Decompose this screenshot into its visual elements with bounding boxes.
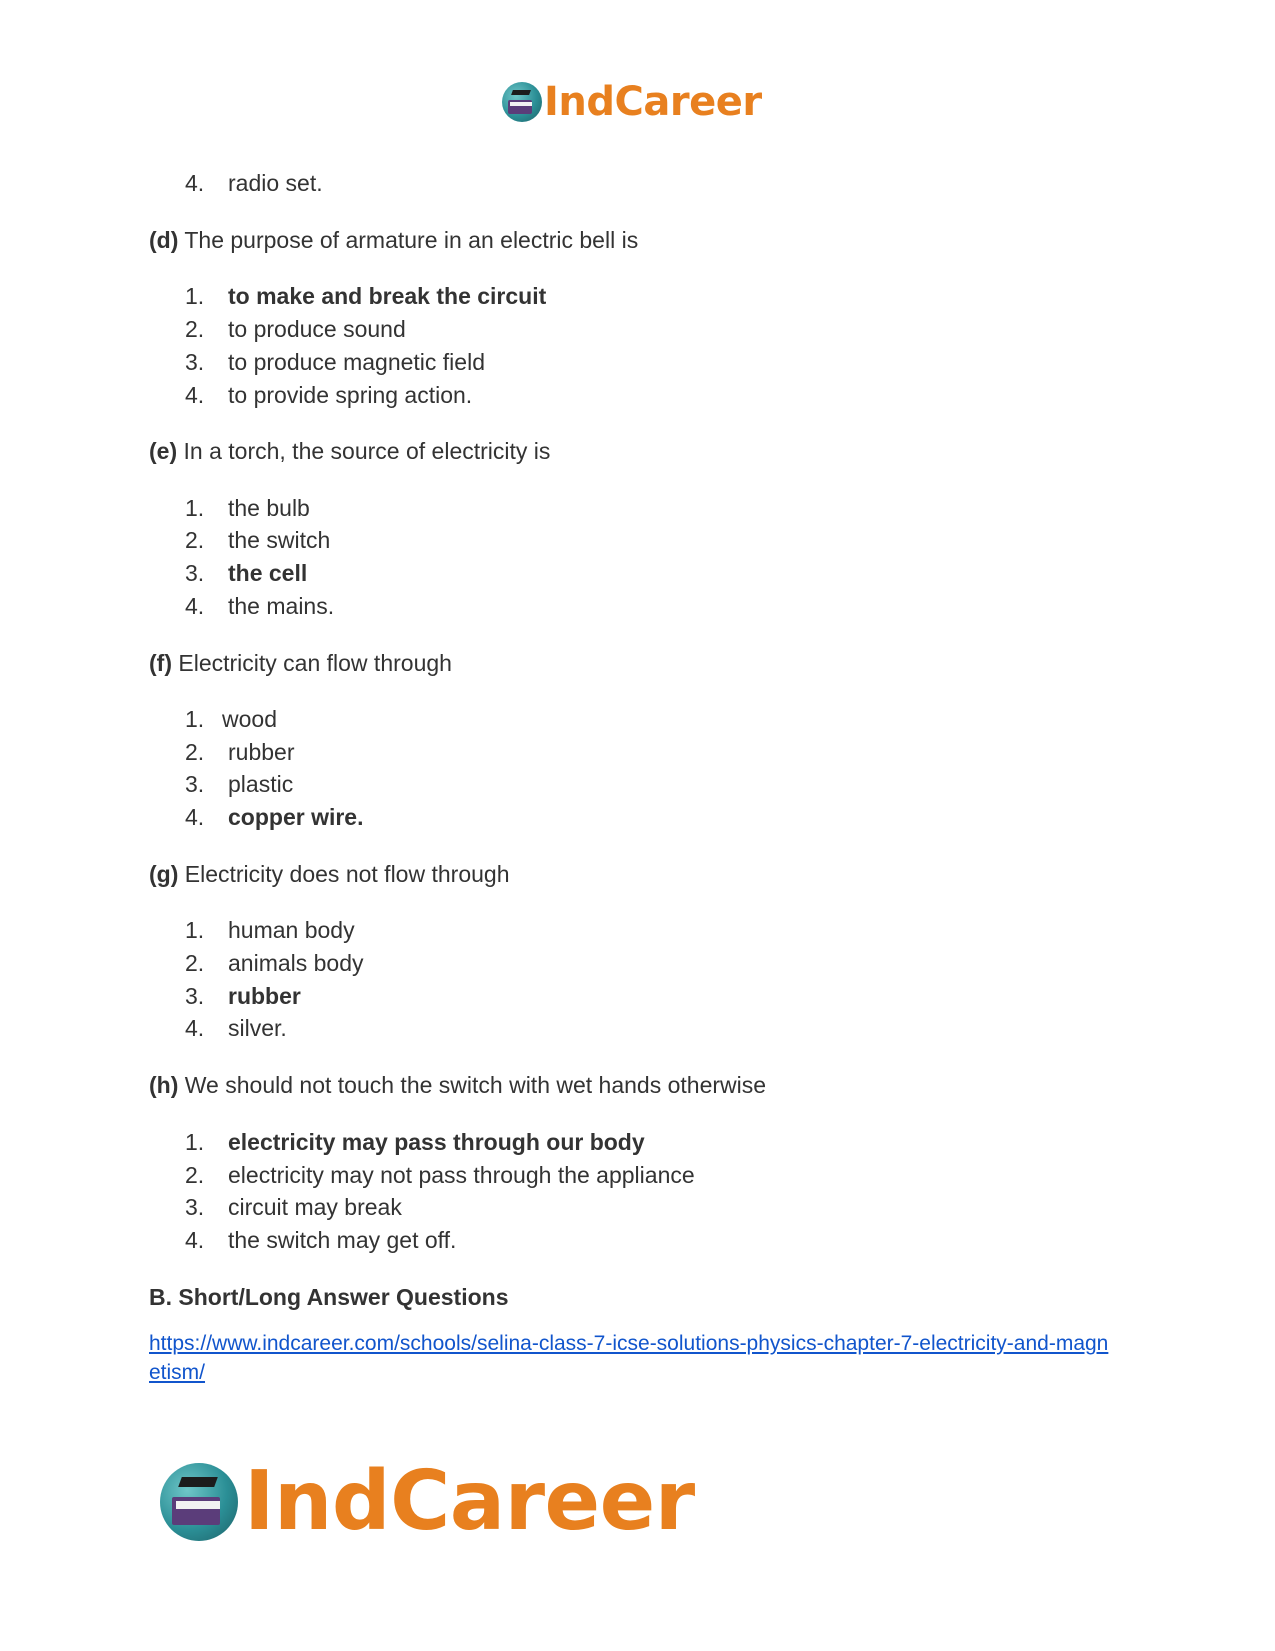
option-text: radio set. — [228, 170, 323, 196]
question-label: (d) — [149, 227, 179, 253]
question-label: (f) — [149, 650, 172, 676]
option-text: the switch may get off. — [228, 1227, 457, 1253]
brand-name: IndCareer — [244, 1454, 695, 1549]
option-text: wood — [222, 706, 277, 732]
option-number: 4. — [185, 1227, 205, 1253]
list-item — [185, 802, 363, 832]
list-item — [185, 168, 323, 198]
option-number: 1. — [185, 495, 205, 521]
list-item — [185, 281, 546, 311]
question-g — [149, 859, 509, 889]
option-text: the mains. — [228, 593, 335, 619]
list-item — [185, 981, 301, 1011]
option-number: 2. — [185, 950, 205, 976]
list-item — [185, 737, 294, 767]
option-text: the bulb — [228, 495, 310, 521]
option-number: 2. — [185, 316, 205, 342]
list-item — [185, 558, 307, 588]
brand-name: IndCareer — [544, 79, 762, 125]
list-item — [185, 347, 485, 377]
question-label: (g) — [149, 861, 179, 887]
question-e — [149, 436, 550, 466]
option-number: 4. — [185, 804, 205, 830]
section-heading: B. Short/Long Answer Questions — [149, 1284, 509, 1310]
option-number: 2. — [185, 527, 205, 553]
header-logo — [502, 80, 762, 124]
list-item — [185, 591, 334, 621]
question-text: Electricity does not flow through — [184, 861, 510, 887]
list-item — [185, 1013, 287, 1043]
question-label: (e) — [149, 438, 178, 464]
option-number: 1. — [185, 706, 205, 732]
option-text: rubber — [228, 739, 295, 765]
option-number: 4. — [185, 1015, 205, 1041]
option-text: to produce magnetic field — [228, 349, 485, 375]
question-d — [149, 225, 638, 255]
source-link[interactable]: https://www.indcareer.com/schools/selina-class-7-icse-solutions-physics-chapter-7-electricity-and-magnetism/ — [149, 1332, 1109, 1384]
option-number: 3. — [185, 560, 205, 586]
list-item — [185, 948, 364, 978]
option-number: 1. — [185, 917, 205, 943]
list-item — [185, 525, 330, 555]
footer-logo — [160, 1454, 695, 1549]
option-number: 3. — [185, 1194, 205, 1220]
option-text: the switch — [228, 527, 331, 553]
option-number: 4. — [185, 382, 205, 408]
question-f — [149, 648, 452, 678]
option-number: 1. — [185, 1129, 205, 1155]
list-item — [185, 1127, 645, 1157]
option-number: 3. — [185, 983, 205, 1009]
list-item — [185, 1160, 695, 1190]
list-item — [185, 380, 472, 410]
list-item — [185, 314, 406, 344]
question-h — [149, 1070, 766, 1100]
option-number: 4. — [185, 170, 205, 196]
option-text: to make and break the circuit — [228, 283, 547, 309]
option-text: electricity may pass through our body — [228, 1129, 645, 1155]
list-item — [185, 769, 293, 799]
list-item — [185, 704, 277, 734]
option-text: silver. — [228, 1015, 287, 1041]
option-text: animals body — [228, 950, 364, 976]
list-item — [185, 1192, 402, 1222]
option-number: 1. — [185, 283, 205, 309]
option-text: to provide spring action. — [228, 382, 473, 408]
option-number: 3. — [185, 349, 205, 375]
option-text: to produce sound — [228, 316, 406, 342]
question-text: In a torch, the source of electricity is — [183, 438, 551, 464]
question-label: (h) — [149, 1072, 179, 1098]
option-text: plastic — [228, 771, 294, 797]
option-number: 2. — [185, 1162, 205, 1188]
option-text: electricity may not pass through the appliance — [228, 1162, 695, 1188]
option-text: circuit may break — [228, 1194, 402, 1220]
option-number: 4. — [185, 593, 205, 619]
option-number: 2. — [185, 739, 205, 765]
option-text: human body — [228, 917, 355, 943]
list-item — [185, 493, 310, 523]
question-text: The purpose of armature in an electric bell is — [184, 227, 639, 253]
list-item — [185, 915, 355, 945]
option-text: rubber — [228, 983, 301, 1009]
question-text: Electricity can flow through — [178, 650, 452, 676]
graduation-book-globe-icon — [502, 82, 542, 122]
option-text: copper wire. — [228, 804, 364, 830]
question-text: We should not touch the switch with wet hands otherwise — [184, 1072, 767, 1098]
graduation-book-globe-icon — [160, 1463, 238, 1541]
option-text: the cell — [228, 560, 308, 586]
option-number: 3. — [185, 771, 205, 797]
list-item — [185, 1225, 456, 1255]
